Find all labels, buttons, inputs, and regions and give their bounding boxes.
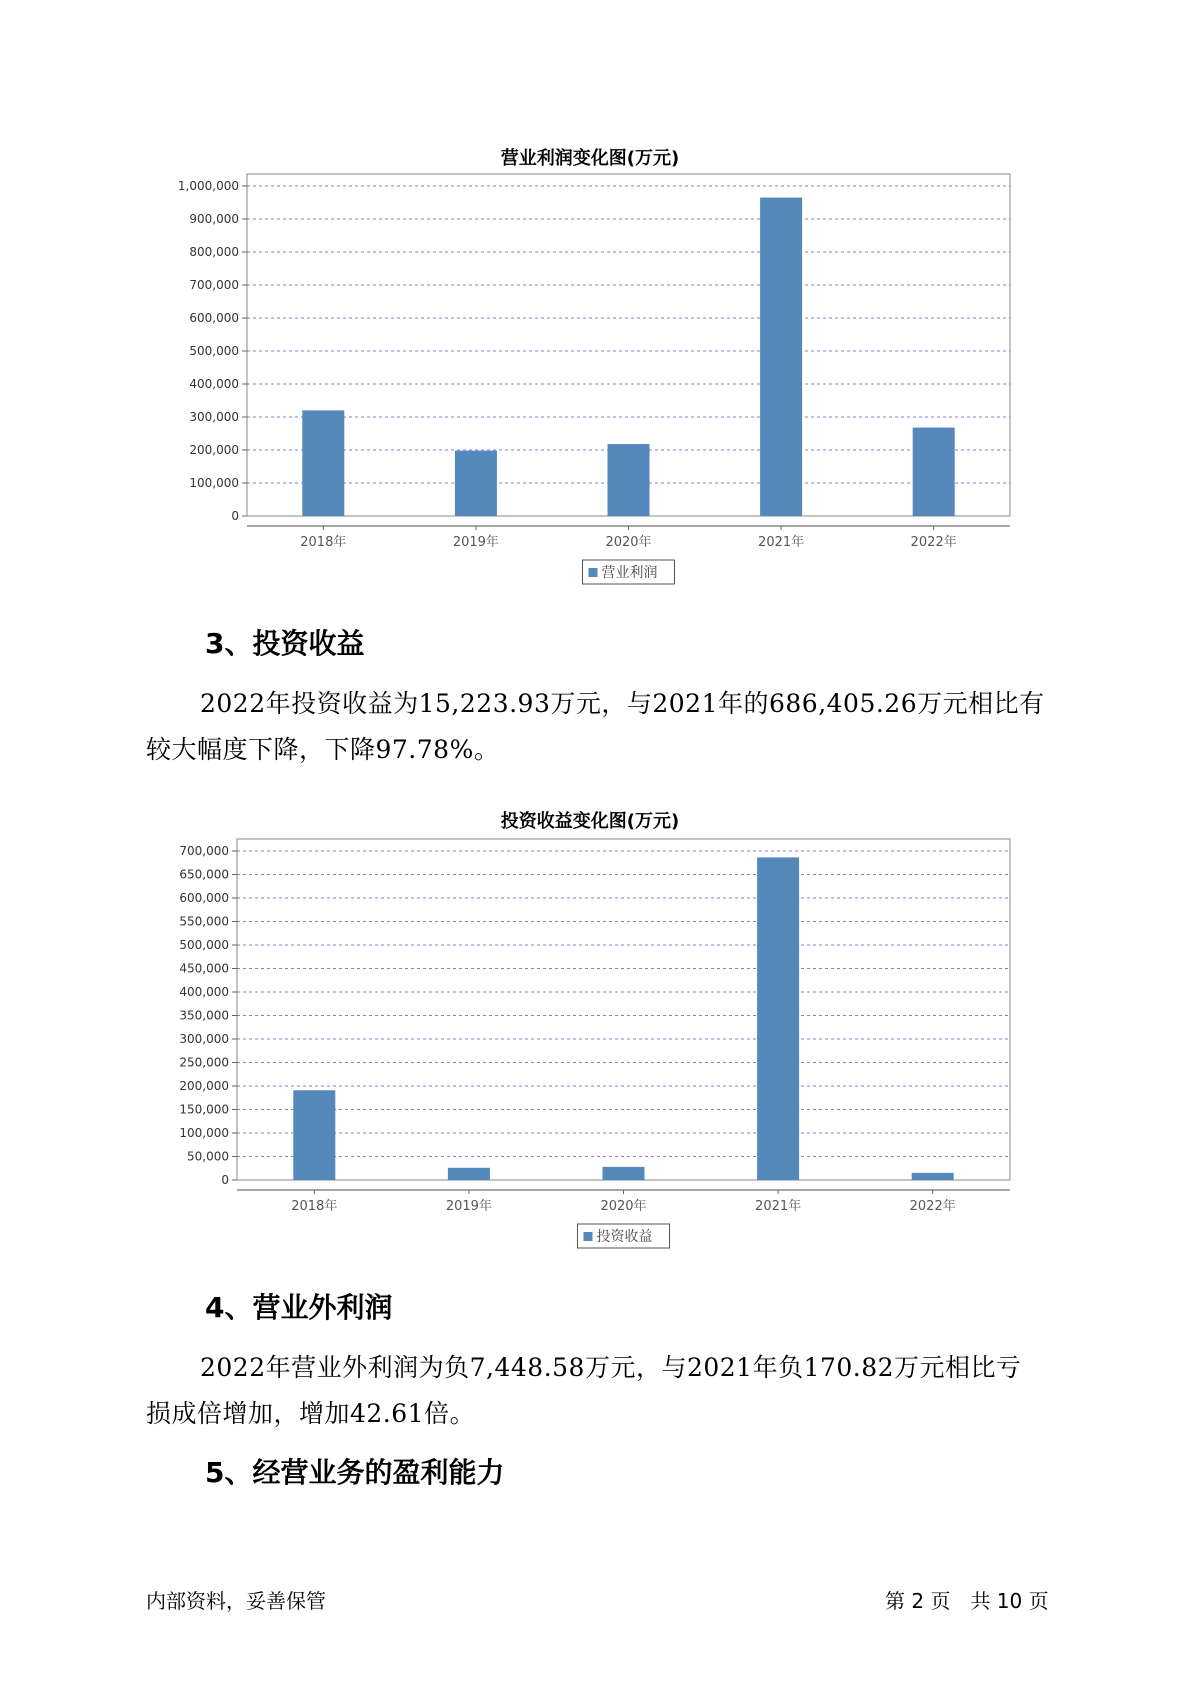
section-4-paragraph [146, 1345, 1061, 1437]
y-tick-label: 300,000 [179, 1032, 229, 1046]
y-tick-label: 700,000 [189, 278, 239, 292]
y-tick-label: 200,000 [179, 1079, 229, 1093]
y-tick-label: 600,000 [189, 311, 239, 325]
x-tick-label: 2020年 [605, 535, 652, 550]
y-tick-label: 450,000 [179, 961, 229, 976]
chart-title: 营业利润变化图(万元) [500, 148, 680, 169]
bar [302, 410, 344, 516]
bar [757, 857, 799, 1180]
x-tick-label: 2018年 [300, 535, 347, 550]
x-tick-label: 2021年 [758, 535, 805, 550]
plot-area [237, 839, 1010, 1180]
chart-title: 投资收益变化图(万元) [500, 811, 680, 832]
y-tick-label: 700,000 [179, 844, 229, 858]
x-tick-label: 2019年 [445, 1199, 492, 1214]
x-tick-label: 2018年 [291, 1199, 338, 1214]
legend-label: 投资收益 [596, 1229, 653, 1245]
section-4-line-1: 2022年营业外利润为负7,448.58万元，与2021年负170.82万元相比亏 [200, 1353, 1022, 1382]
y-tick-label: 150,000 [179, 1102, 229, 1117]
y-tick-label: 500,000 [179, 938, 229, 952]
y-tick-label: 100,000 [189, 476, 239, 490]
legend [583, 560, 675, 584]
bar [608, 444, 650, 516]
legend-swatch [584, 1232, 593, 1241]
bar [455, 451, 497, 516]
y-tick-label: 400,000 [189, 377, 239, 391]
legend-label: 营业利润 [601, 565, 658, 581]
x-tick-label: 2019年 [452, 535, 499, 550]
section-5-heading: 5、经营业务的盈利能力 [205, 1456, 505, 1489]
bar [448, 1168, 490, 1180]
x-tick-label: 2020年 [600, 1199, 647, 1214]
investment-income-chart [150, 803, 1030, 1253]
y-tick-label: 100,000 [179, 1126, 229, 1140]
y-tick-label: 1,000,000 [177, 179, 239, 193]
bar [293, 1090, 335, 1180]
bar [760, 198, 802, 516]
legend-swatch [589, 568, 598, 577]
bar [603, 1167, 645, 1180]
y-tick-label: 550,000 [179, 914, 229, 929]
y-tick-label: 800,000 [189, 245, 239, 259]
y-tick-label: 200,000 [189, 443, 239, 457]
bar [913, 428, 955, 516]
section-3-paragraph [146, 681, 1061, 773]
footer-left: 内部资料，妥善保管 [146, 1589, 326, 1613]
x-tick-label: 2022年 [909, 1199, 956, 1214]
y-tick-label: 500,000 [189, 344, 239, 358]
y-tick-label: 300,000 [189, 410, 239, 424]
section-3-heading: 3、投资收益 [205, 627, 365, 660]
y-tick-label: 400,000 [179, 985, 229, 999]
y-tick-label: 900,000 [189, 212, 239, 226]
y-tick-label: 350,000 [179, 1008, 229, 1023]
bar [912, 1173, 954, 1180]
footer-page-number: 第 2 页 共 10 页 [885, 1589, 1049, 1613]
x-tick-label: 2021年 [755, 1199, 802, 1214]
section-4-heading: 4、营业外利润 [205, 1291, 393, 1324]
operating-profit-chart-svg [150, 140, 1030, 590]
y-tick-label: 250,000 [179, 1055, 229, 1070]
y-tick-label: 50,000 [187, 1149, 229, 1164]
y-tick-label: 600,000 [179, 891, 229, 905]
section-4-line-2: 损成倍增加，增加42.61倍。 [146, 1399, 476, 1428]
y-tick-label: 0 [221, 1173, 229, 1187]
y-tick-label: 650,000 [179, 867, 229, 882]
section-3-line-2: 较大幅度下降，下降97.78%。 [146, 735, 500, 764]
x-tick-label: 2022年 [910, 535, 957, 550]
y-tick-label: 0 [231, 509, 239, 523]
section-3-line-1: 2022年投资收益为15,223.93万元，与2021年的686,405.26万元相比有 [200, 689, 1045, 718]
operating-profit-chart [150, 140, 1030, 590]
legend [578, 1224, 670, 1248]
investment-income-chart-svg [150, 803, 1030, 1253]
